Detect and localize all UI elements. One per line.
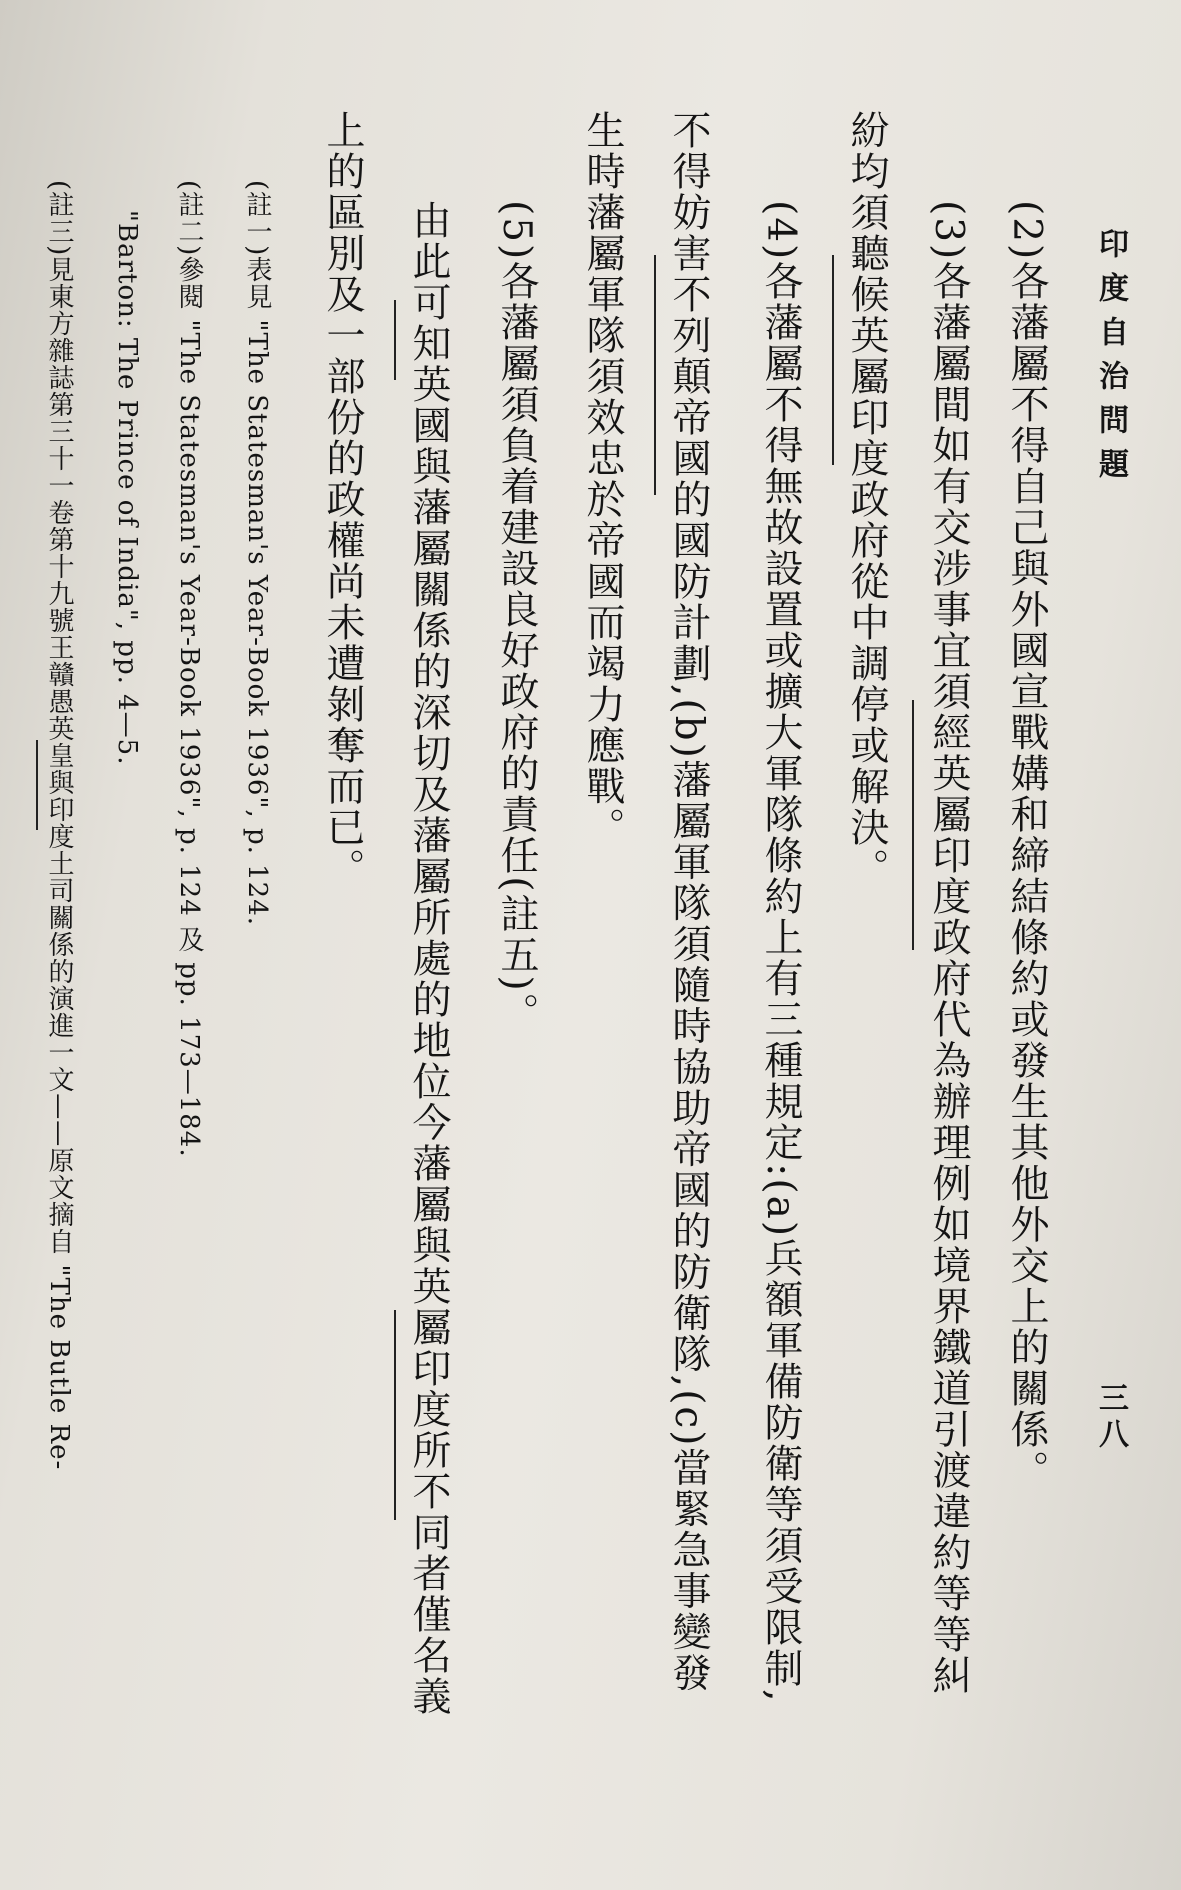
- body-line-3: 紛均須聽候英屬印度政府從中調停或解決。: [844, 110, 889, 889]
- name-underline: [394, 1310, 396, 1520]
- name-underline: [832, 255, 834, 465]
- name-underline: [654, 255, 656, 495]
- body-line-2: (3)各藩屬間如有交涉事宜須經英屬印度政府代為辦理例如境界鐵道引渡違約等等糾: [926, 200, 971, 1697]
- name-underline: [36, 740, 38, 830]
- footnote-2: (註二)參閱 "The Statesman's Year-Book 1936", p. 124 及 pp. 173—184.: [174, 180, 204, 1158]
- footnote-1: (註一)表見 "The Statesman's Year-Book 1936", p. 124.: [242, 180, 272, 927]
- body-line-1: (2)各藩屬不得自己與外國宣戰媾和締結條約或發生其他外交上的關係。: [1004, 200, 1049, 1492]
- body-line-9: 上的區別及一部份的政權尚未遭剝奪而已。: [320, 110, 365, 889]
- name-underline: [394, 300, 396, 380]
- body-line-7: (5)各藩屬須負着建設良好政府的責任(註五)。: [494, 200, 539, 1034]
- body-line-8: 由此可知英國與藩屬關係的深切及藩屬所處的地位今藩屬與英屬印度所不同者僅名義: [406, 200, 451, 1717]
- running-header: 印度自治問題: [1093, 228, 1128, 492]
- body-line-5: 不得妨害不列顛帝國的國防計劃,(b)藩屬軍隊須隨時協助帝國的防衛隊,(c)當緊急事變發: [666, 110, 711, 1694]
- body-line-6: 生時藩屬軍隊須效忠於帝國而竭力應戰。: [580, 110, 625, 848]
- page-number: 三八: [1093, 1382, 1128, 1454]
- footnote-3: (註三)見東方雜誌第三十一卷第十九號王贛愚英皇與印度土司關係的演進一文——原文摘自 "The Butle Re-: [44, 180, 74, 1471]
- footnote-2-continued: "Barton: The Prince of India", pp. 4—5.: [112, 210, 142, 766]
- body-line-4: (4)各藩屬不得無故設置或擴大軍隊條約上有三種規定:(a)兵額軍備防衛等須受限制,: [758, 200, 803, 1704]
- name-underline: [912, 700, 914, 950]
